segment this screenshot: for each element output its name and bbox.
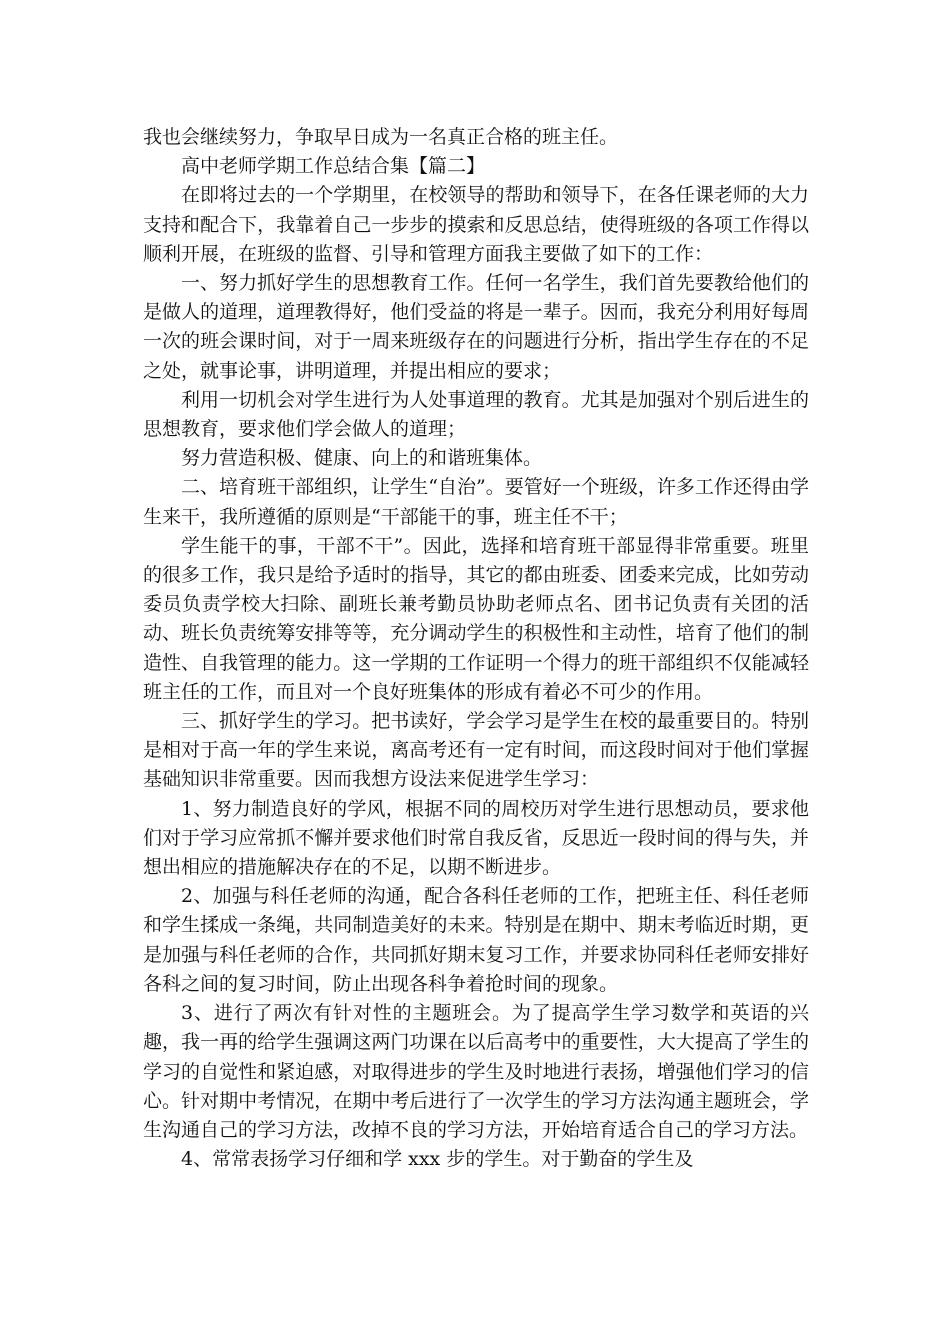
document-page [143,123,809,1174]
paragraph-item-four: 4、常常表扬学习仔细和学 xxx 步的学生。对于勤奋的学生及 [181,1148,694,1171]
paragraph-closing-line: 我也会继续努力，争取早日成为一名真正合格的班主任。 [143,126,619,148]
paragraph-harmonious-class: 努力营造积极、健康、向上的和谐班集体。 [181,447,543,470]
paragraph-item-two: 2、加强与科任老师的沟通，配合各科任老师的工作，把班主任、科任老师和学生揉成一条绳，共同制造美好的未来。特别是在期中、期末考临近时期，更是加强与科任老师的合作，共同抓好期末复习工作，并要求协同科任老师安排好各科之间的复习时间，防止出现各科争着抢时间的现象。 [143,885,809,995]
section-title: 高中老师学期工作总结合集【篇二】 [181,155,486,178]
paragraph-section-two: 二、培育班干部组织，让学生“自治”。要管好一个班级，许多工作还得由学生来干，我所遵循的原则是“干部能干的事，班主任不干； [143,476,809,528]
paragraph-moral-education: 利用一切机会对学生进行为人处事道理的教育。尤其是加强对个别后进生的思想教育，要求他们学会做人的道理； [143,388,809,441]
paragraph-class-cadres: 学生能干的事，干部不干”。因此，选择和培育班干部显得非常重要。班里的很多工作，我只是给予适时的指导，其它的都由班委、团委来完成，比如劳动委员负责学校大扫除、副班长兼考勤员协助老师点名、团书记负责有关团的活动、班长负责统筹安排等等，充分调动学生的积极性和主动性，培育了他们的制造性、自我管理的能力。这一学期的工作证明一个得力的班干部组织不仅能减轻班主任的工作，而且对一个良好班集体的形成有着必不可少的作用。 [143,534,809,703]
paragraph-section-three: 三、抓好学生的学习。把书读好，学会学习是学生在校的最重要目的。特别是相对于高一年的学生来说，离高考还有一定有时间，而这段时间对于他们掌握基础知识非常重要。因而我想方设法来促进学生学习： [143,710,809,791]
paragraph-item-one: 1、努力制造良好的学风，根据不同的周校历对学生进行思想动员，要求他们对于学习应常抓不懈并要求他们时常自我反省，反思近一段时间的得与失，并想出相应的措施解决存在的不足，以期不断进步。 [143,797,809,879]
paragraph-section-one: 一、努力抓好学生的思想教育工作。任何一名学生，我们首先要教给他们的是做人的道理，道理教得好，他们受益的将是一辈子。因而，我充分利用好每周一次的班会课时间，对于一周来班级存在的问题进行分析，指出学生存在的不足之处，就事论事，讲明道理，并提出相应的要求； [143,272,809,382]
paragraph-intro: 在即将过去的一个学期里，在校领导的帮助和领导下，在各任课老师的大力支持和配合下，我靠着自己一步步的摸索和反思总结，使得班级的各项工作得以顺利开展，在班级的监督、引导和管理方面我主要做了如下的工作： [143,184,809,265]
paragraph-item-three: 3、进行了两次有针对性的主题班会。为了提高学生学习数学和英语的兴趣，我一再的给学生强调这两门功课在以后高考中的重要性，大大提高了学生的学习的自觉性和紧迫感，对取得进步的学生及时地进行表扬，增强他们学习的信心。针对期中考情况，在期中考后进行了一次学生的学习方法沟通主题班会，学生沟通自己的学习方法，改掉不良的学习方法，开始培育适合自己的学习方法。 [143,1002,809,1141]
